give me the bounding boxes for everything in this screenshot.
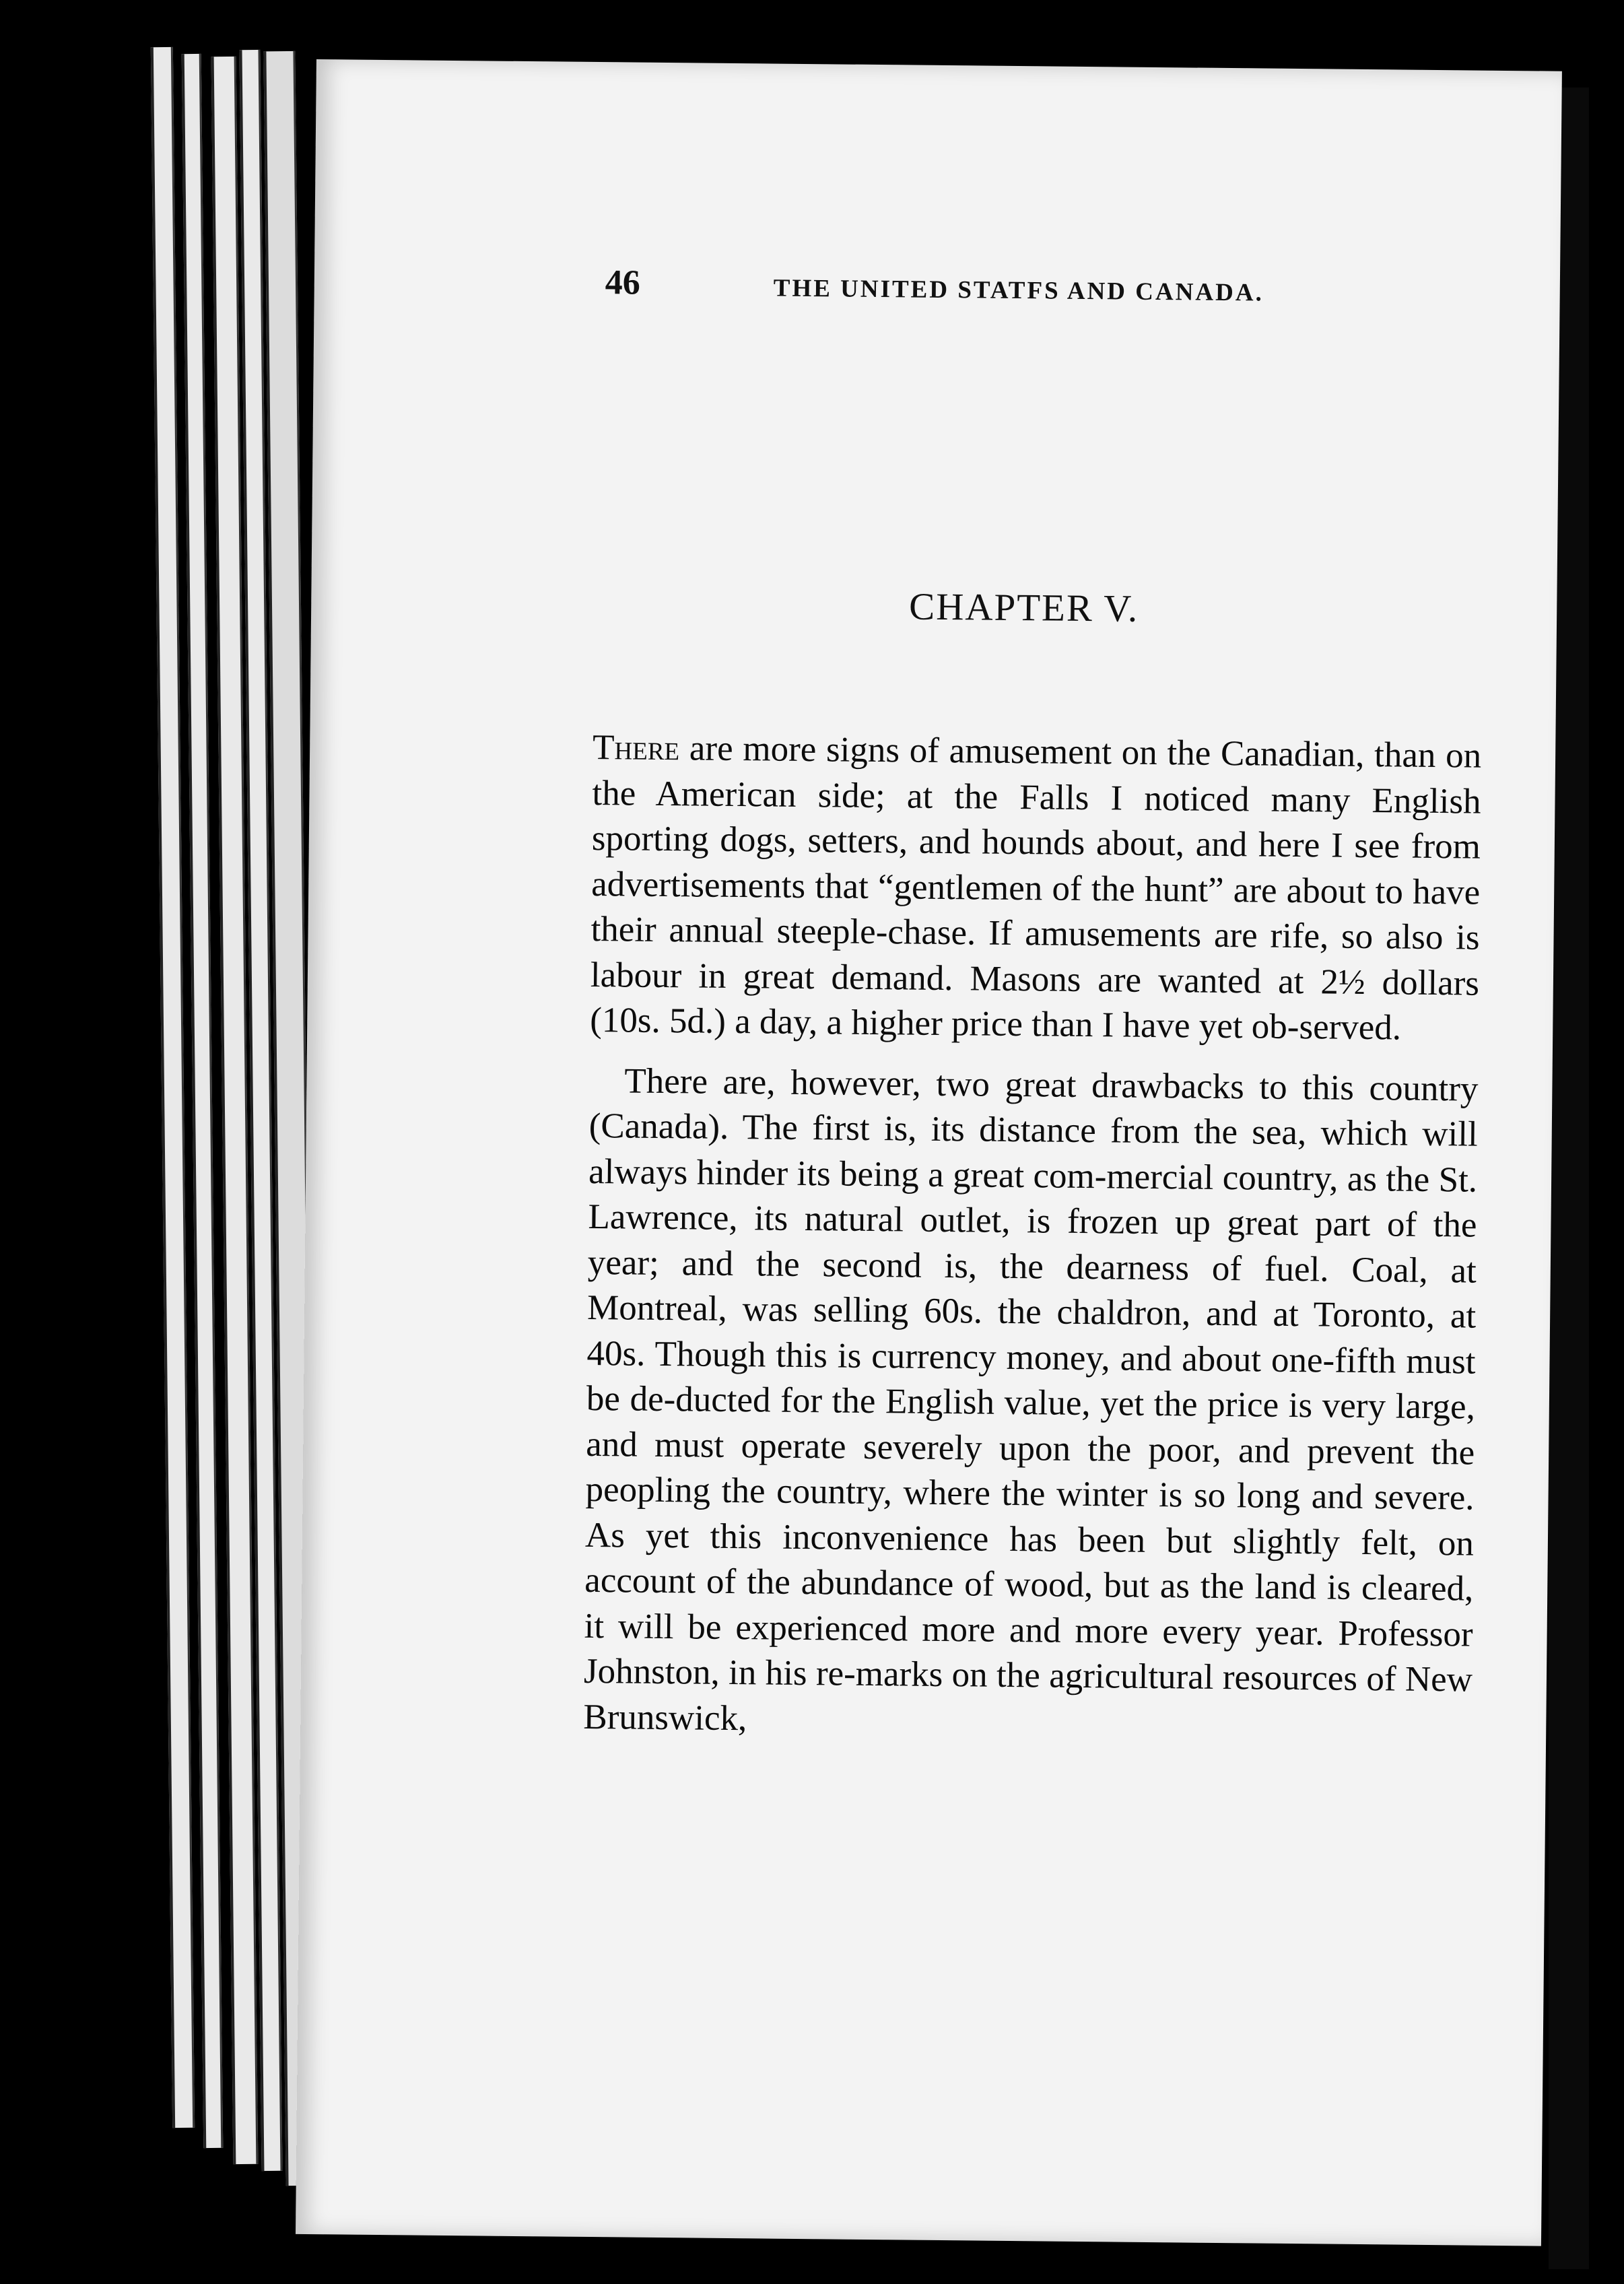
paragraph-lead-word: There xyxy=(592,727,680,768)
page-number: 46 xyxy=(605,263,641,302)
paragraph-text: There are, however, two great drawbacks to this country (Canada). The first is, its distance from the sea, which will always hinder its being a great com-mercial country, as the St. Lawrence, its natural outlet, is frozen up great part of the year; and the second is, the dearness of fuel. Coal, at Montreal, was selling 60s. the chaldron, and at Toronto, at 40s. Though this is currency money, and about one-fifth must be de-ducted for the English value, yet the price is very large, and must operate severely upon the poor, and prevent the peopling the country, where the winter is so long and severe. As yet this inconvenience has been but slightly felt, on account of the abundance of wood, but as the land is cleared, it will be experienced more and more every year. Professor Johnston, in his re-marks on the agricultural resources of New Brunswick, xyxy=(583,1061,1479,1738)
running-head xyxy=(314,260,1560,307)
running-title: THE UNITED STATFS AND CANADA. xyxy=(773,274,1264,307)
chapter-title: CHAPTER V. xyxy=(908,585,1139,630)
book-page xyxy=(296,59,1562,2246)
body-text xyxy=(583,725,1481,1749)
paragraph xyxy=(583,1058,1479,1748)
paragraph-text: are more signs of amusement on the Canadian, than on the American side; at the Falls I noticed many English sporting dogs, setters, and hounds about, and here I see from advertisements that “gentlemen of the hunt” are about to have their annual steeple-chase. If amusements are rife, so also is labour in great demand. Masons are wanted at 2½ dollars (10s. 5d.) a day, a higher price than I have yet ob-served. xyxy=(590,729,1482,1048)
paragraph xyxy=(590,725,1481,1052)
